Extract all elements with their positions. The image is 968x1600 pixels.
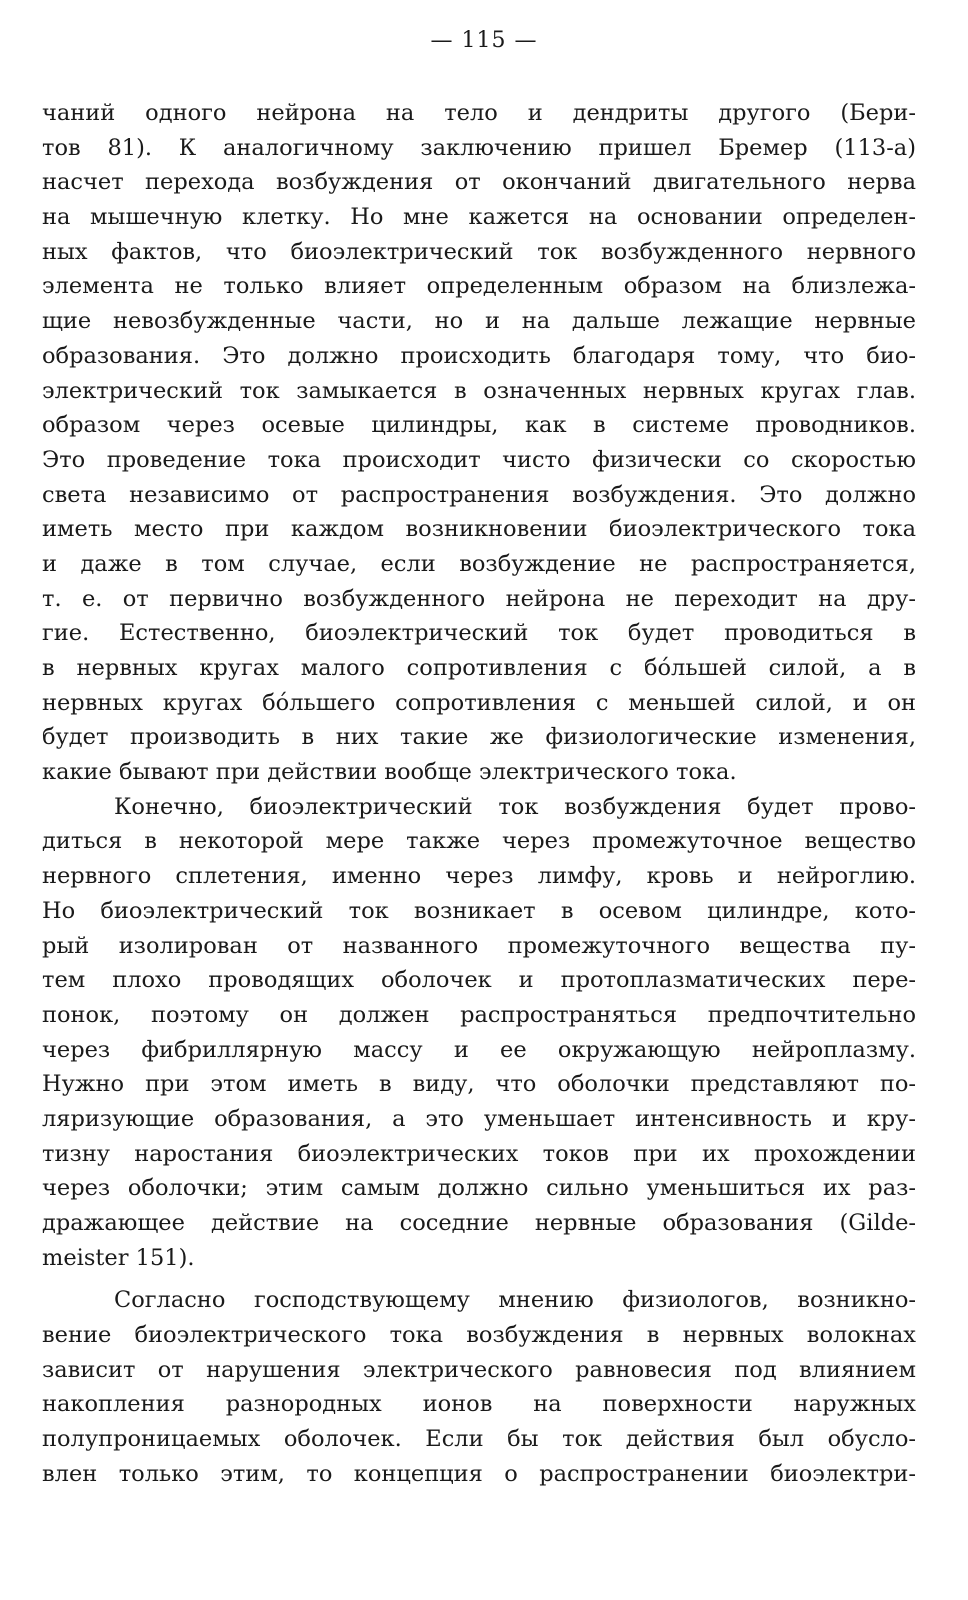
- paragraph-gap: [42, 1275, 916, 1283]
- text-line: чаний одного нейрона на тело и дендриты другого (Бери-: [42, 100, 916, 126]
- text-line: образом через осевые цилиндры, как в системе проводников.: [42, 412, 916, 439]
- text-line: гие. Естественно, биоэлектрический ток будет проводиться в: [42, 620, 916, 647]
- text-line: влен только этим, то концепция о распространении биоэлектри-: [42, 1460, 916, 1487]
- text-line: зависит от нарушения электрического равновесия под влиянием: [42, 1356, 916, 1383]
- text-line: ляризующие образования, а это уменьшает интенсивность и кру-: [42, 1105, 916, 1132]
- text-line: диться в некоторой мере также через промежуточное вещество: [42, 828, 916, 855]
- paragraph-2: [42, 790, 916, 1276]
- text-line: понок, поэтому он должен распространяться предпочтительно: [42, 1001, 916, 1028]
- text-line: тизну наростания биоэлектрических токов при их прохождении: [42, 1140, 916, 1167]
- text-line: тов 81). К аналогичному заключению пришел Бремер (113-а): [42, 134, 916, 161]
- text-line: в нервных кругах малого сопротивления с бо́льшей силой, а в: [42, 655, 916, 681]
- text-line: насчет перехода возбуждения от окончаний двигательного нерва: [42, 169, 916, 196]
- text-line: через оболочки; этим самым должно сильно уменьшиться их раз-: [42, 1175, 916, 1202]
- text-line: Конечно, биоэлектрический ток возбуждения будет прово-: [114, 793, 916, 820]
- text-line: через фибриллярную массу и ее окружающую нейроплазму.: [42, 1036, 916, 1063]
- body-text: [42, 96, 916, 1492]
- text-line: щие невозбужденные части, но и на дальше лежащие нервные: [42, 308, 916, 335]
- text-line: на мышечную клетку. Но мне кажется на основании определен-: [42, 204, 916, 231]
- page-number: — 115 —: [430, 28, 538, 53]
- text-line: иметь место при каждом возникновении биоэлектрического тока: [42, 516, 916, 543]
- text-line: т. е. от первично возбужденного нейрона не переходит на дру-: [42, 585, 916, 612]
- text-line: накопления разнородных ионов на поверхности наружных: [42, 1391, 916, 1418]
- paragraph-3: [42, 1283, 916, 1491]
- text-line: Нужно при этом иметь в виду, что оболочки представляют по-: [42, 1071, 916, 1098]
- text-line: ных фактов, что биоэлектрический ток возбужденного нервного: [42, 238, 916, 265]
- text-line: электрический ток замыкается в означенных нервных кругах глав.: [42, 377, 916, 404]
- text-line: будет производить в них такие же физиологические изменения,: [42, 724, 916, 751]
- text-line: Это проведение тока происходит чисто физически со скоростью: [42, 446, 916, 473]
- text-line: нервных кругах бо́льшего сопротивления с меньшей силой, и он: [42, 689, 916, 716]
- text-line: вение биоэлектрического тока возбуждения в нервных волокнах: [42, 1322, 916, 1349]
- text-line: какие бывают при действии вообще электрического тока.: [42, 759, 737, 786]
- text-line: дражающее действие на соседние нервные образования (Gilde-: [42, 1210, 916, 1236]
- paragraph-1: [42, 96, 916, 790]
- text-line: образования. Это должно происходить благодаря тому, что био-: [42, 342, 916, 369]
- text-line: и даже в том случае, если возбуждение не распространяется,: [42, 550, 916, 577]
- text-line: нервного сплетения, именно через лимфу, кровь и нейроглию.: [42, 863, 916, 890]
- text-line: тем плохо проводящих оболочек и протоплазматических пере-: [42, 967, 916, 994]
- text-line: полупроницаемых оболочек. Если бы ток действия был обусло-: [42, 1426, 916, 1453]
- text-line: Согласно господствующему мнению физиологов, возникно-: [114, 1287, 916, 1314]
- text-line: рый изолирован от названного промежуточного вещества пу-: [42, 932, 916, 959]
- text-line: элемента не только влияет определенным образом на близлежа-: [42, 273, 916, 300]
- text-line: meister 151).: [42, 1244, 195, 1271]
- text-line: света независимо от распространения возбуждения. Это должно: [42, 481, 916, 508]
- text-line: Но биоэлектрический ток возникает в осевом цилиндре, кото-: [42, 897, 916, 924]
